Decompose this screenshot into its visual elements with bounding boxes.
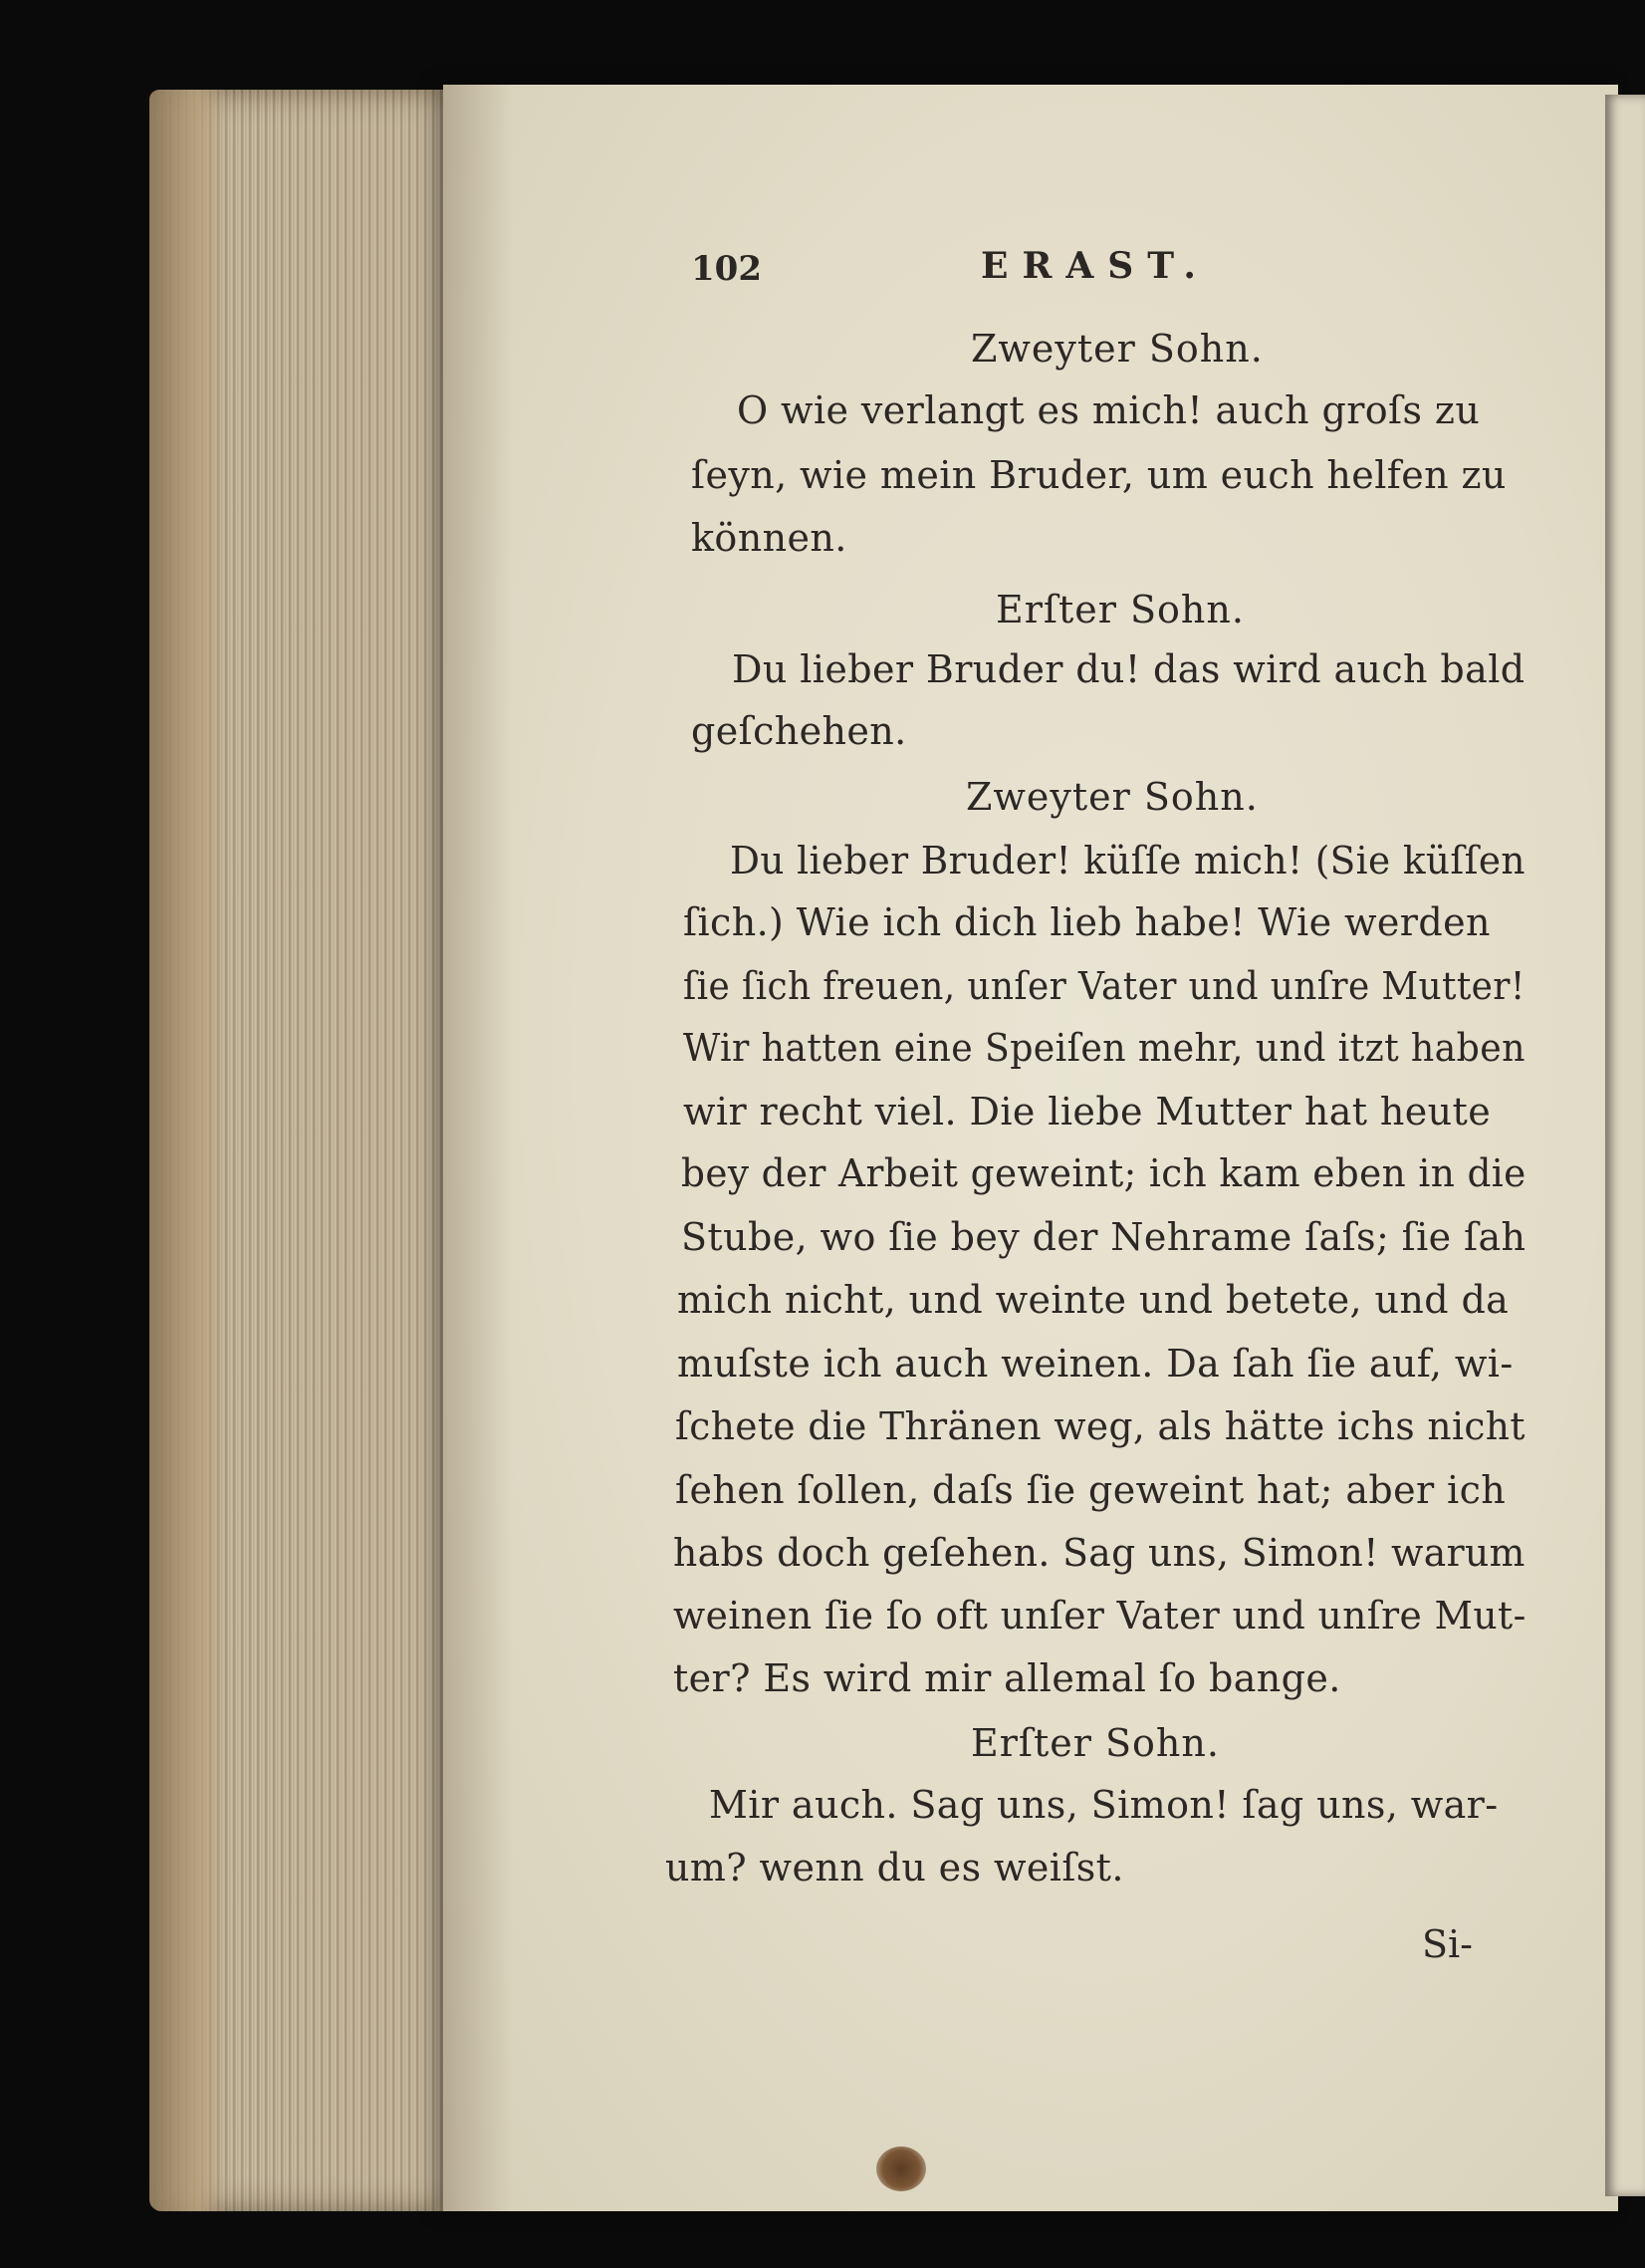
- speaker-heading: Erſter Sohn.: [971, 1721, 1220, 1765]
- text-line: mich nicht, und weinte und betete, und da: [677, 1278, 1510, 1322]
- running-title: ERAST.: [981, 245, 1210, 287]
- text-line: können.: [691, 516, 847, 560]
- text-line: weinen ſie ſo oft unſer Vater und unſre Mut-: [673, 1594, 1527, 1638]
- catchword: Si-: [1422, 1922, 1474, 1966]
- text-line: ſich.) Wie ich dich lieb habe! Wie werden: [683, 900, 1491, 944]
- text-line: Stube, wo ſie bey der Nehrame ſaſs; ſie ſah: [681, 1215, 1527, 1259]
- text-line: geſchehen.: [691, 709, 907, 753]
- text-line: bey der Arbeit geweint; ich kam eben in die: [681, 1151, 1527, 1195]
- text-line: Mir auch. Sag uns, Simon! ſag uns, war-: [709, 1783, 1499, 1827]
- text-line: ſie ſich freuen, unſer Vater und unſre Mutter!: [683, 964, 1526, 1008]
- speaker-heading: Erſter Sohn.: [996, 588, 1245, 631]
- text-line: habs doch geſehen. Sag uns, Simon! warum: [673, 1531, 1526, 1575]
- text-line: Du lieber Bruder du! das wird auch bald: [732, 647, 1526, 691]
- text-line: ſeyn, wie mein Bruder, um euch helfen zu: [691, 453, 1507, 497]
- speaker-heading: Zweyter Sohn.: [966, 775, 1259, 819]
- text-line: ſehen ſollen, daſs ſie geweint hat; aber ich: [675, 1468, 1507, 1512]
- page-number: 102: [691, 249, 762, 289]
- text-line: ter? Es wird mir allemal ſo bange.: [673, 1656, 1341, 1700]
- text-line: O wie verlangt es mich! auch groſs zu: [737, 388, 1481, 432]
- text-line: muſste ich auch weinen. Da ſah ſie auf, wi-: [677, 1342, 1514, 1386]
- speaker-heading: Zweyter Sohn.: [971, 327, 1264, 371]
- text-line: Wir hatten eine Speiſen mehr, und itzt haben: [683, 1026, 1526, 1070]
- text-line: Du lieber Bruder! küſſe mich! (Sie küſſen: [730, 839, 1526, 882]
- text-line: wir recht viel. Die liebe Mutter hat heute: [683, 1090, 1492, 1134]
- text-line: um? wenn du es weiſst.: [665, 1846, 1124, 1890]
- text-line: ſchete die Thränen weg, als hätte ichs nicht: [675, 1404, 1526, 1448]
